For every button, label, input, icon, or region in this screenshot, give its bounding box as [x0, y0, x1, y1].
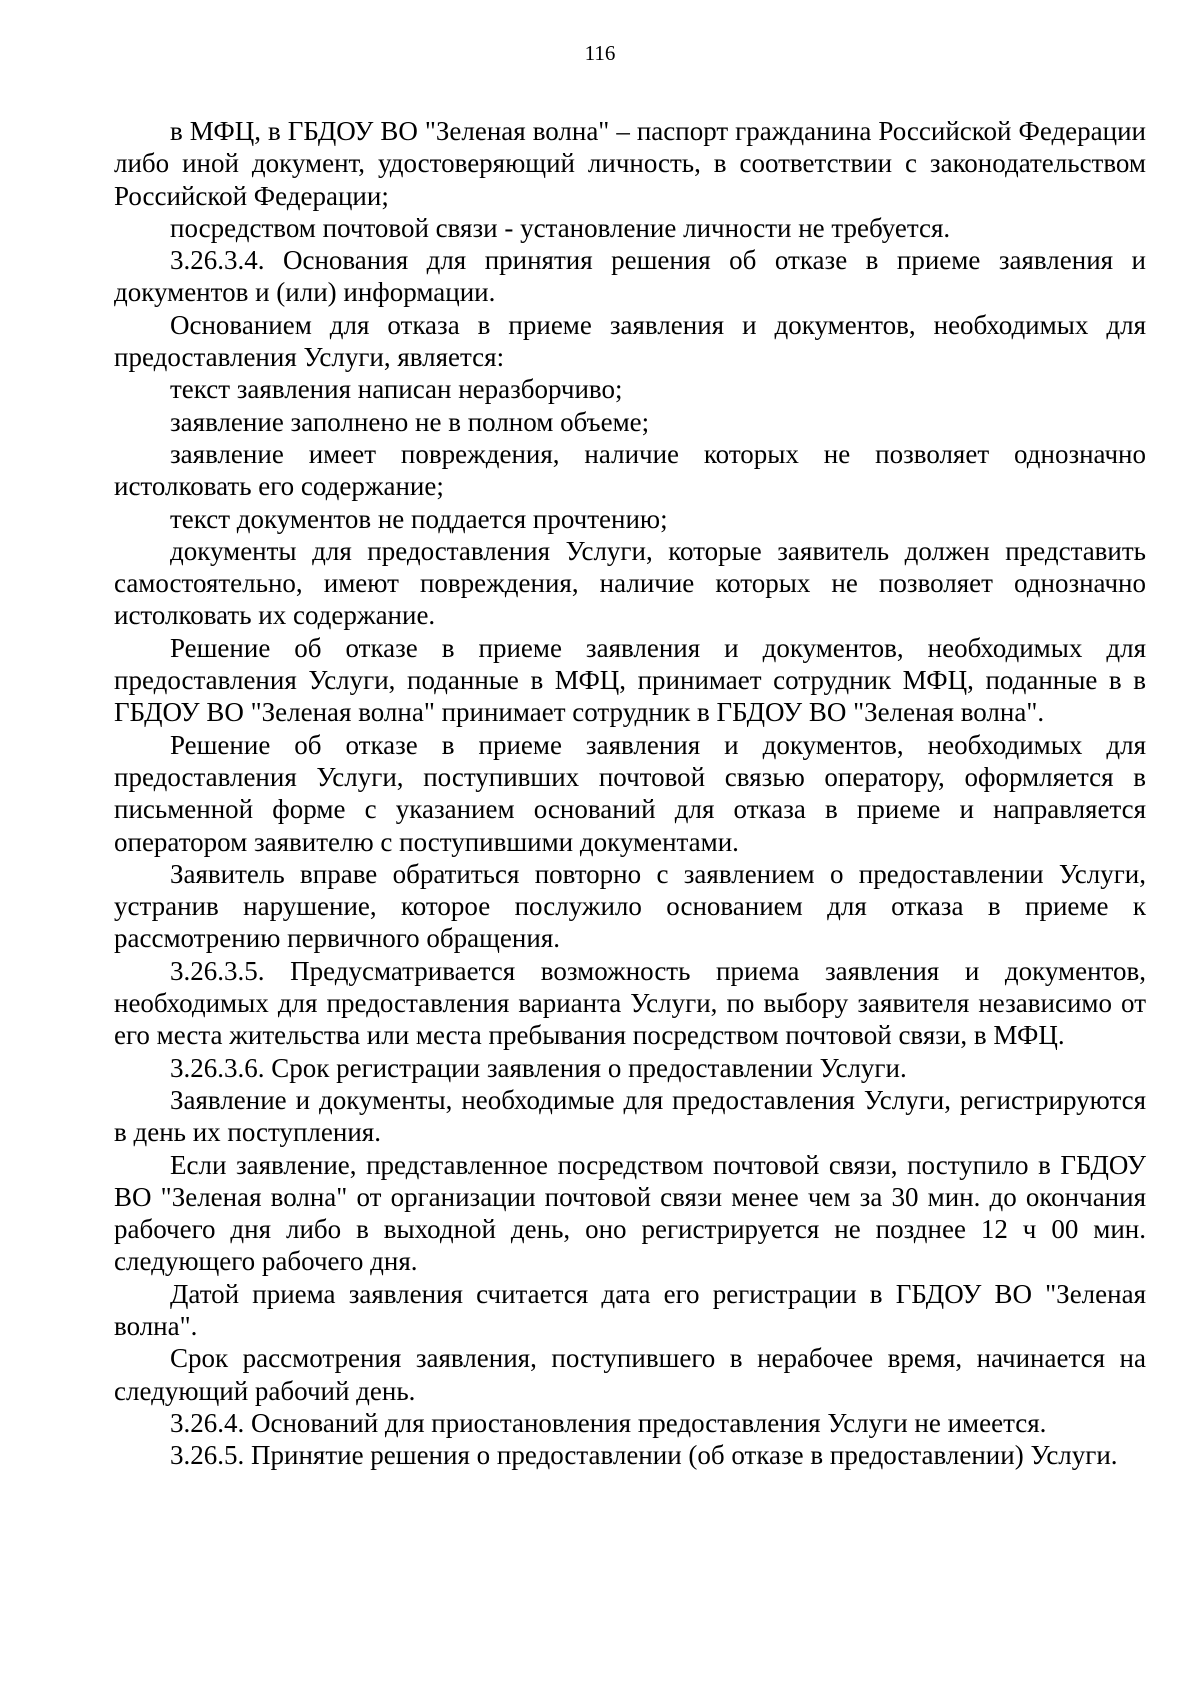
paragraph-refusal-grounds-intro: Основанием для отказа в приеме заявления и документов, необходимых для предоставления Услуги, является: [114, 309, 1146, 373]
list-item-damaged-documents: документы для предоставления Услуги, которые заявитель должен представить самостоятельно, имеют повреждения, наличие которых не позволяет однозначно истолковать их содержание. [114, 535, 1146, 631]
list-item-incomplete-application: заявление заполнено не в полном объеме; [170, 406, 650, 437]
paragraph-3-26-3-4-heading: 3.26.3.4. Основания для принятия решения об отказе в приеме заявления и документов и (или) информации. [114, 245, 1146, 308]
list-item-damaged-application: заявление имеет повреждения, наличие которых не позволяет однозначно истолковать его содержание; [114, 438, 1146, 502]
list-item-illegible-text: текст заявления написан неразборчиво; [170, 374, 623, 405]
paragraph-3-26-4: 3.26.4. Оснований для приостановления предоставления Услуги не имеется. [170, 1407, 1047, 1438]
page-number: 116 [584, 41, 616, 65]
list-item-unreadable-documents: текст документов не поддается прочтению; [170, 503, 668, 534]
paragraph-3-26-3-5: 3.26.3.5. Предусматривается возможность приема заявления и документов, необходимых для предоставления варианта Услуги, по выбору заявителя независимо от его места жительства или места пребывания посредством почтовой связи, в МФЦ. [114, 955, 1146, 1051]
paragraph-refusal-by-post: Решение об отказе в приеме заявления и документов, необходимых для предоставления Услуги, поступивших почтовой связью оператору, оформляется в письменной форме с указанием оснований для отказа в приеме и направляется оператором заявителю с поступившими документами. [114, 729, 1146, 857]
document-body [114, 115, 1146, 1471]
paragraph-identity-mfc: в МФЦ, в ГБДОУ ВО "Зеленая волна" – паспорт гражданина Российской Федерации либо иной документ, удостоверяющий личность, в соответствии с законодательством Российской Федерации; [114, 116, 1146, 211]
paragraph-review-period: Срок рассмотрения заявления, поступившего в нерабочее время, начинается на следующий рабочий день. [114, 1343, 1146, 1406]
paragraph-registration-same-day: Заявление и документы, необходимые для предоставления Услуги, регистрируются в день их поступления. [114, 1084, 1146, 1148]
paragraph-reapplication: Заявитель вправе обратиться повторно с заявлением о предоставлении Услуги, устранив нарушение, которое послужило основанием для отказа в приеме к рассмотрению первичного обращения. [114, 858, 1146, 954]
paragraph-refusal-decision-maker: Решение об отказе в приеме заявления и документов, необходимых для предоставления Услуги, поданные в МФЦ, принимает сотрудник МФЦ, поданные в в ГБДОУ ВО "Зеленая волна" принимает сотрудник в ГБДОУ ВО "Зеленая волна". [114, 632, 1146, 728]
paragraph-3-26-5: 3.26.5. Принятие решения о предоставлении (об отказе в предоставлении) Услуги. [170, 1440, 1118, 1471]
paragraph-acceptance-date: Датой приема заявления считается дата его регистрации в ГБДОУ ВО "Зеленая волна". [114, 1278, 1146, 1341]
paragraph-identity-post: посредством почтовой связи - установление личности не требуется. [170, 212, 951, 243]
paragraph-registration-postal: Если заявление, представленное посредством почтовой связи, поступило в ГБДОУ ВО "Зеленая волна" от организации почтовой связи менее чем за 30 мин. до окончания рабочего дня либо в выходной день, оно регистрируется не позднее 12 ч 00 мин. следующего рабочего дня. [114, 1149, 1146, 1277]
paragraph-3-26-3-6-heading: 3.26.3.6. Срок регистрации заявления о предоставлении Услуги. [170, 1052, 907, 1083]
